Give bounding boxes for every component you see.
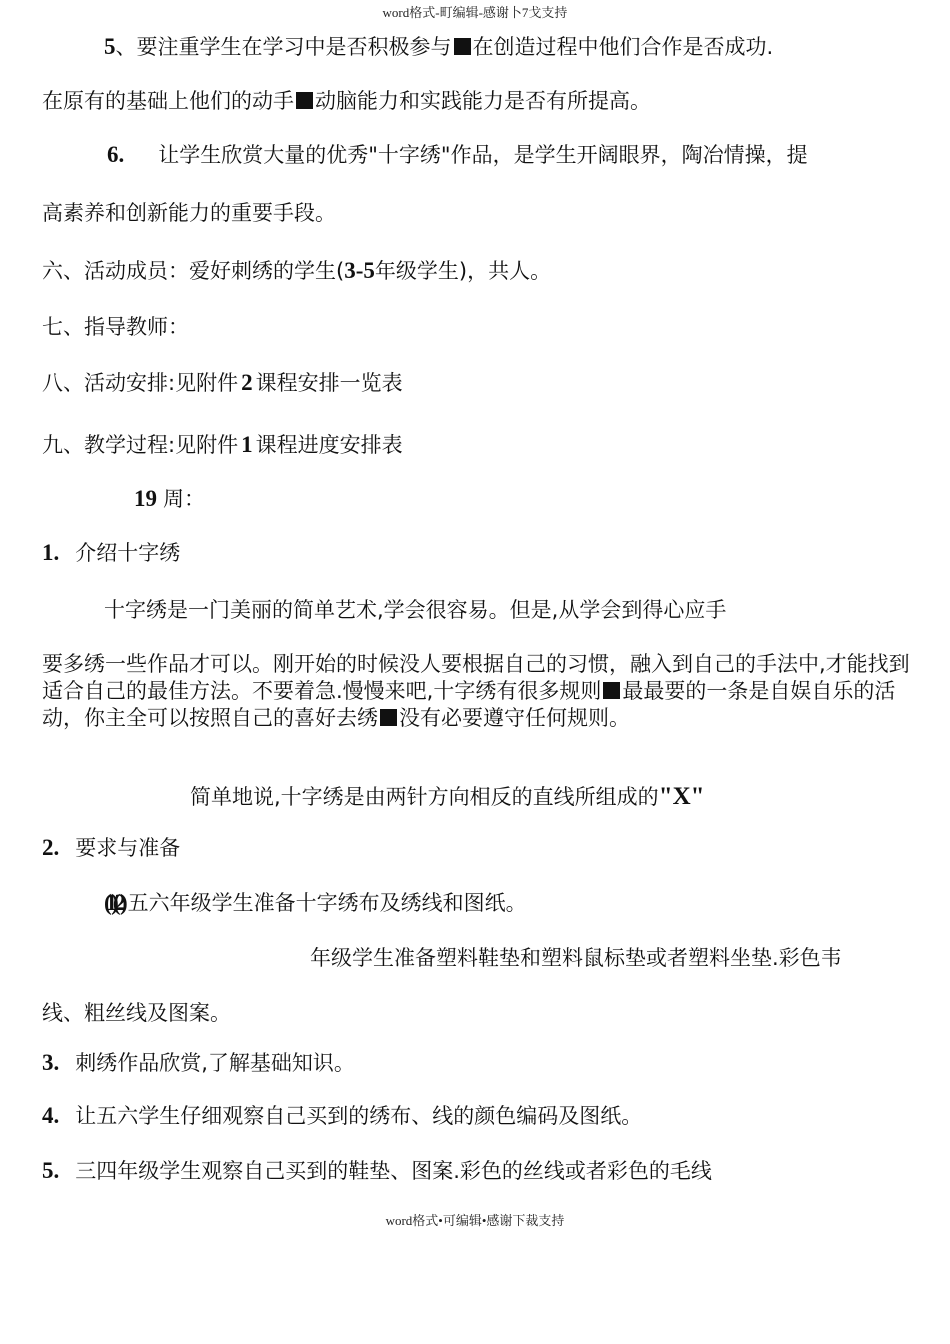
list-item-5 — [42, 1158, 712, 1184]
line-text: 动脑能力和实践能力是否有所提高。 — [315, 89, 651, 113]
line-text: 年级学生准备塑料鞋垫和塑料鼠标垫或者塑料坐垫.彩色韦 — [310, 946, 842, 970]
page-footer: word格式•可编辑•感谢下裁支持 — [385, 1213, 565, 1228]
item-number: 5. — [42, 1158, 60, 1183]
x-symbol: "X" — [658, 783, 705, 810]
sub-item-2 — [310, 945, 842, 971]
item-number: 4. — [42, 1103, 60, 1128]
line-text: 七、指导教师： — [42, 315, 189, 339]
line-text: 让学生欣赏大量的优秀"十字绣"作品，是学生开阔眼界，陶冶情操，提 — [158, 143, 808, 167]
line-item-6 — [107, 142, 808, 168]
item-number: 1. — [42, 540, 60, 565]
item-number: 3. — [42, 1050, 60, 1075]
line-text: 九、教学过程:见附件 — [42, 433, 239, 457]
list-item-2 — [42, 835, 180, 861]
line-text: 在原有的基础上他们的动手 — [42, 89, 294, 113]
item-number: 6. — [107, 142, 125, 167]
line-text: 、要注重学生在学习中是否积极参与 — [115, 35, 452, 59]
line-text: 线、粗丝线及图案。 — [42, 1001, 231, 1025]
line-text: 课程安排一览表 — [255, 371, 403, 395]
line-text: 在创造过程中他们合作是否成功. — [472, 35, 774, 59]
list-item-4 — [42, 1103, 642, 1129]
paragraph-body — [42, 651, 910, 732]
line-text: 六、活动成员：爱好刺绣的学生( — [42, 259, 345, 283]
black-square-icon — [454, 38, 471, 55]
line-text: 八、活动安排:见附件 — [42, 371, 239, 395]
section-nine — [42, 432, 403, 458]
line-text: 介绍十字绣 — [75, 541, 181, 565]
page-header: word格式-町编辑-感谢卜7戈支持 — [382, 5, 568, 20]
black-square-icon — [296, 92, 313, 109]
section-seven — [42, 314, 189, 340]
item-number: 2. — [42, 835, 60, 860]
line-text: 让五六学生仔细观察自己买到的绣布、线的颜色编码及图纸。 — [75, 1104, 643, 1128]
overlapping-numbering: (1)(2) — [104, 890, 122, 915]
paragraph-summary — [190, 784, 705, 810]
line-text: 课程进度安排表 — [255, 433, 403, 457]
attachment-number: 1 — [241, 432, 253, 457]
week-heading — [134, 486, 205, 512]
attachment-number: 2 — [241, 370, 253, 395]
item-number: 5 — [104, 34, 116, 59]
list-item-1 — [42, 540, 180, 566]
line-continuation — [42, 88, 651, 114]
line-item-5 — [104, 34, 773, 60]
paragraph-text: 要多绣一些作品才可以。刚开始的时候没人要根据自己的习惯，融入到自己的手法中,才能找到适合自己的最佳方法。不要着急.慢慢来吧,十字绣有很多规则 — [42, 652, 910, 703]
sub-item-1 — [104, 890, 527, 916]
line-text: 年级学生)，共人。 — [374, 259, 552, 283]
black-square-icon — [603, 682, 620, 699]
section-eight — [42, 370, 403, 396]
paragraph-intro — [104, 597, 726, 623]
week-number: 19 — [134, 486, 157, 511]
line-text: 刺绣作品欣赏,了解基础知识。 — [75, 1051, 355, 1075]
grade-range: 3-5 — [344, 258, 375, 283]
line-text: 高素养和创新能力的重要手段。 — [42, 201, 336, 225]
line-continuation — [42, 200, 336, 226]
paragraph-text: 没有必要遵守任何规则。 — [399, 706, 630, 730]
black-square-icon — [380, 709, 397, 726]
line-text: 要求与准备 — [75, 836, 181, 860]
section-six — [42, 258, 551, 284]
list-item-3 — [42, 1050, 355, 1076]
line-continuation — [42, 1000, 231, 1026]
line-text: 周： — [163, 487, 205, 511]
line-text: 简单地说,十字绣是由两针方向相反的直线所组成的 — [190, 785, 659, 809]
line-text: 十字绣是一门美丽的简单艺术,学会很容易。但是,从学会到得心应手 — [104, 598, 727, 622]
line-text: 五六年级学生准备十字绣布及绣线和图纸。 — [127, 891, 527, 915]
line-text: 三四年级学生观察自己买到的鞋垫、图案.彩色的丝线或者彩色的毛线 — [75, 1159, 712, 1183]
paragraph-text: 最最要的一条是自娱自乐的活动，你主全可以按照自己的喜好去绣 — [42, 679, 896, 730]
